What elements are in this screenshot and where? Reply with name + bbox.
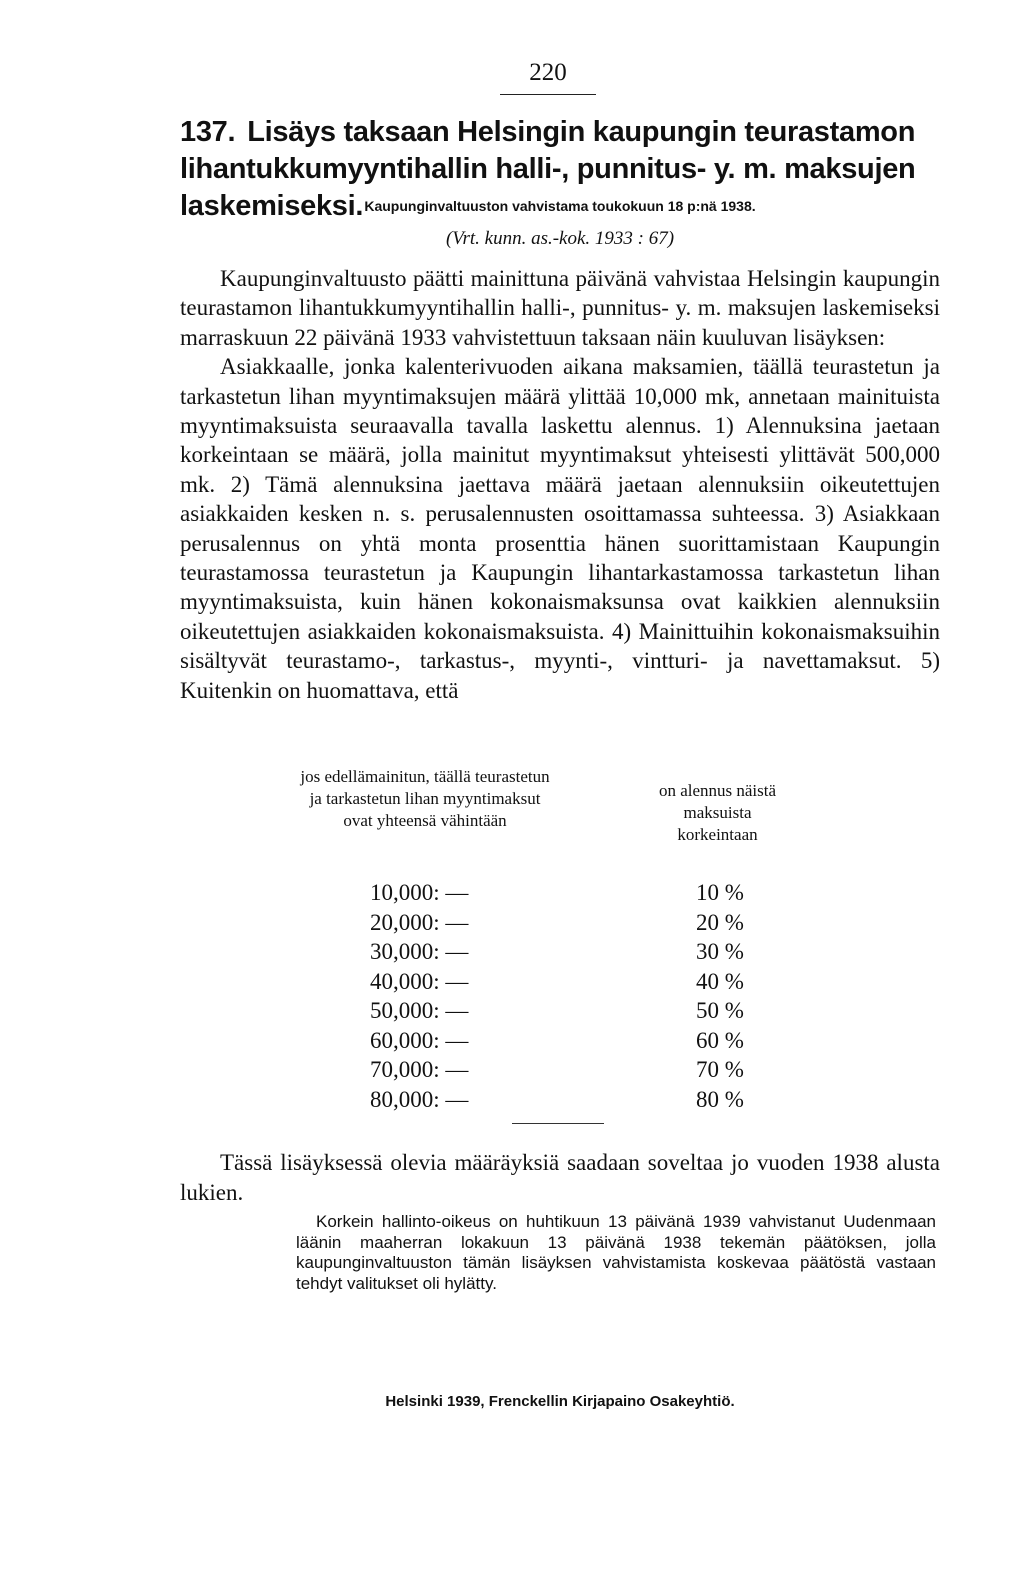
threshold-amount: 50,000: — <box>370 998 469 1023</box>
discount-percent: 80 % <box>696 1086 744 1112</box>
table-row <box>340 937 790 967</box>
body-text <box>180 264 940 705</box>
discount-percent: 30 % <box>696 939 744 964</box>
threshold-amount: 80,000: — <box>370 1086 469 1112</box>
section-title: Lisäys taksaan Helsingin kaupungin teurastamon lihantukkumyyntihallin halli-, punnitus- y. m. maksujen laskemiseksi. <box>180 116 916 222</box>
page-number: 220 <box>529 59 567 86</box>
body-paragraph-1: Kaupunginvaltuusto päätti mainittuna päivänä vahvistaa Helsingin kaupungin teurastamon lihantukkumyyntihallin halli-, punnitus- y. m. maksujen laskemiseksi marraskuun 22 päivänä 1933 vahvistettuun taksaan näin kuuluvan lisäyksen: <box>180 266 940 350</box>
table-header-discount: on alennus näistä maksuista korkeintaan <box>658 781 777 844</box>
threshold-amount: 30,000: — <box>370 939 469 964</box>
discount-table <box>340 878 790 1114</box>
confirmation-line: Kaupunginvaltuuston vahvistama toukokuun 18 p:nä 1938. <box>364 198 756 214</box>
discount-percent: 20 % <box>696 909 744 935</box>
threshold-amount: 10,000: — <box>370 880 469 905</box>
section-divider <box>512 1123 604 1124</box>
section-number: 137. <box>180 116 236 148</box>
printer-imprint: Helsinki 1939, Frenckellin Kirjapaino Osakeyhtiö. <box>385 1393 735 1410</box>
discount-percent: 50 % <box>696 998 744 1023</box>
table-row <box>340 908 790 938</box>
court-note <box>296 1212 936 1294</box>
threshold-amount: 40,000: — <box>370 968 469 994</box>
table-row <box>340 878 790 908</box>
threshold-amount: 70,000: — <box>370 1057 469 1082</box>
discount-percent: 60 % <box>696 1027 744 1053</box>
body-paragraph-2: Asiakkaalle, jonka kalenterivuoden aikana maksamien, täällä teurastetun ja tarkastetun lihan myyntimaksujen määrä ylittää 10,000 mk, annetaan mainituista myyntimaksuista seuraavalla tavalla laskettu alennus. 1) Alennuksina jaetaan korkeintaan se määrä, jolla mainitut myyntimaksut yhteisesti ylittävät 500,000 mk. 2) Tämä alennuksina jaettava määrä jaetaan alennuksiin oikeutettujen asiakkaiden kesken n. s. perusalennusten osoittamassa suhteessa. 3) Asiakkaan perusalennus on yhtä monta prosenttia hänen suorittamistaan Kaupungin teurastamossa teurastetun ja Kaupungin lihantarkastamossa tarkastetun lihan myyntimaksuista, kuin hänen kokonaismaksunsa ovat kaikkien alennuksiin oikeutettujen asiakkaiden kokonaismaksuista. 4) Mainittuihin kokonaismaksuihin sisältyvät teurastamo-, tarkastus-, myynti-, vintturi- ja navettamaksut. 5) Kuitenkin on huomattava, että <box>180 354 940 703</box>
table-row <box>340 1055 790 1085</box>
court-note-text: Korkein hallinto-oikeus on huhtikuun 13 päivänä 1939 vahvistanut Uudenmaan läänin maaherran lokakuun 13 päivänä 1938 tekemän päätöksen, jolla kaupunginvaltuuston tämän lisäyksen vahvistamista koskevaa päätöstä vastaan tehdyt valitukset oli hylätty. <box>296 1212 936 1293</box>
table-row <box>340 996 790 1026</box>
table-row <box>340 1026 790 1056</box>
discount-percent: 10 % <box>696 880 744 905</box>
threshold-amount: 20,000: — <box>370 909 469 935</box>
page-number-rule <box>500 94 596 95</box>
threshold-amount: 60,000: — <box>370 1027 469 1053</box>
table-row <box>340 967 790 997</box>
closing-paragraph <box>180 1148 940 1208</box>
table-header-threshold: jos edellämainitun, täällä teurastetun ja tarkastetun lihan myyntimaksut ovat yhteensä vähintään <box>300 767 550 830</box>
discount-percent: 40 % <box>696 968 744 994</box>
discount-percent: 70 % <box>696 1057 744 1082</box>
table-row <box>340 1085 790 1115</box>
reference-note: (Vrt. kunn. as.-kok. 1933 : 67) <box>445 228 675 249</box>
closing-text: Tässä lisäyksessä olevia määräyksiä saadaan soveltaa jo vuoden 1938 alusta lukien. <box>180 1150 940 1205</box>
